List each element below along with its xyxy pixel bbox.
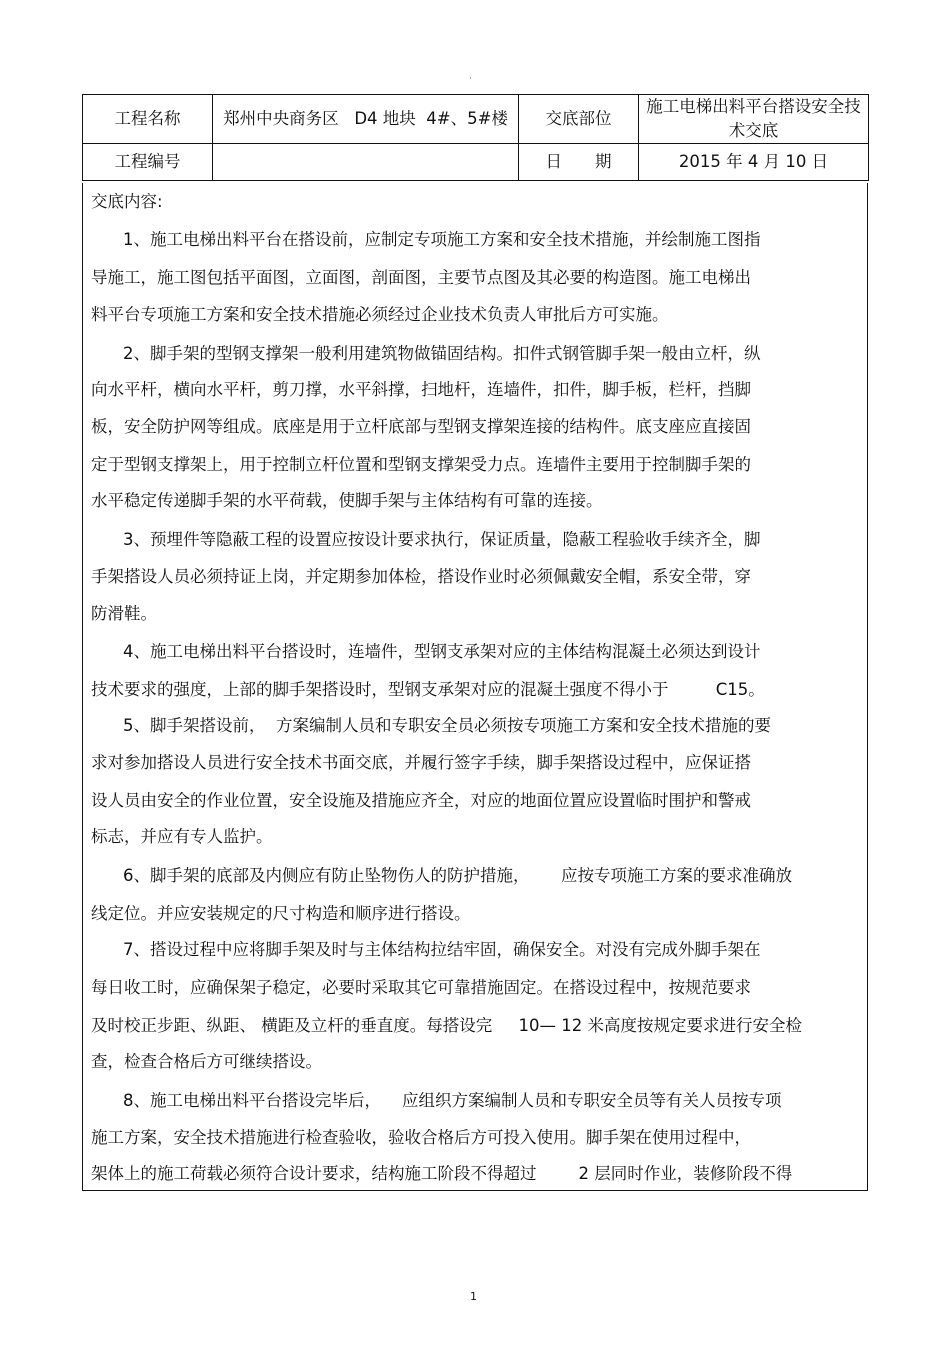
content-line: 1、施工电梯出料平台在搭设前，应制定专项施工方案和安全技术措施，并绘制施工图指 [123,230,761,249]
page-number: 1 [470,1290,477,1303]
briefing-content [82,183,868,1191]
content-line: 线定位。并应安装规定的尺寸构造和顺序进行搭设。 [91,904,471,923]
content-line: 每日收工时，应确保架子稳定，必要时采取其它可靠措施固定。在搭设过程中，按规范要求 [91,978,751,997]
content-line: 及时校正步距、纵距、 横距及立杆的垂直度。每搭设完 10— 12 米高度按规定要求进行安全检 [91,1016,802,1035]
content-line: 防滑鞋。 [91,604,157,623]
project-no-value [213,144,519,181]
content-line: 2、脚手架的型钢支撑架一般利用建筑物做锚固结构。扣件式钢管脚手架一般由立杆，纵 [123,344,761,363]
content-line: 施工方案，安全技术措施进行检查验收，验收合格后方可投入使用。脚手架在使用过程中， [91,1128,751,1147]
content-line: 水平稳定传递脚手架的水平荷载，使脚手架与主体结构有可靠的连接。 [91,491,603,510]
content-line: 5、脚手架搭设前， 方案编制人员和专职安全员必须按专项施工方案和安全技术措施的要 [123,716,771,735]
content-heading: 交底内容: [91,192,163,211]
page-top-mark: · [469,74,472,84]
project-name-value: 郑州中央商务区 D4 地块 4#、5#楼 [213,95,519,144]
project-name-label: 工程名称 [83,95,213,144]
location-value: 施工电梯出料平台搭设安全技术交底 [639,95,869,144]
content-line: 标志，并应有专人监护。 [91,827,273,846]
content-line: 8、施工电梯出料平台搭设完毕后， 应组织方案编制人员和专职安全员等有关人员按专项 [123,1091,782,1110]
content-line: 查，检查合格后方可继续搭设。 [91,1052,322,1071]
content-line: 板，安全防护网等组成。底座是用于立杆底部与型钢支撑架连接的结构件。底支座应直接固 [91,417,751,436]
content-line: 料平台专项施工方案和安全技术措施必须经过企业技术负责人审批后方可实施。 [91,305,669,324]
content-line: 技术要求的强度，上部的脚手架搭设时，型钢支承架对应的混凝土强度不得小于 C15。 [91,680,765,699]
content-line: 3、预埋件等隐蔽工程的设置应按设计要求执行，保证质量，隐蔽工程验收手续齐全，脚 [123,530,761,549]
header-table [82,94,869,181]
content-line: 4、施工电梯出料平台搭设时，连墙件，型钢支承架对应的主体结构混凝土必须达到设计 [123,642,761,661]
date-label: 日 期 [519,144,639,181]
content-line: 6、脚手架的底部及内侧应有防止坠物伤人的防护措施， 应按专项施工方案的要求准确放 [123,866,792,885]
content-line: 导施工，施工图包括平面图，立面图，剖面图，主要节点图及其必要的构造图。施工电梯出 [91,268,751,287]
content-line: 7、搭设过程中应将脚手架及时与主体结构拉结牢固，确保安全。对没有完成外脚手架在 [123,940,761,959]
content-line: 架体上的施工荷载必须符合设计要求，结构施工阶段不得超过 2 层同时作业，装修阶段不得 [91,1164,793,1183]
date-value: 2015 年 4 月 10 日 [639,144,869,181]
content-line: 设人员由安全的作业位置，安全设施及措施应齐全，对应的地面位置应设置临时围护和警戒 [91,791,751,810]
content-line: 定于型钢支撑架上，用于控制立杆位置和型钢支撑架受力点。连墙件主要用于控制脚手架的 [91,455,751,474]
project-no-label: 工程编号 [83,144,213,181]
content-line: 向水平杆，横向水平杆，剪刀撑，水平斜撑，扫地杆，连墙件，扣件，脚手板，栏杆，挡脚 [91,380,751,399]
content-line: 手架搭设人员必须持证上岗，并定期参加体检，搭设作业时必须佩戴安全帽，系安全带，穿 [91,567,751,586]
content-line: 求对参加搭设人员进行安全技术书面交底，并履行签字手续，脚手架搭设过程中，应保证搭 [91,753,751,772]
location-label: 交底部位 [519,95,639,144]
